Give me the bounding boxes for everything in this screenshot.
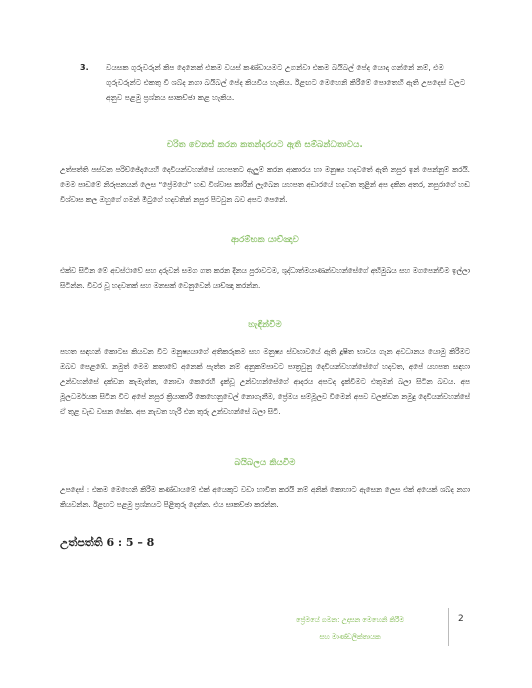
section-body-introduction: පහත සඳහන් කොටස කියවන විට මනුෂ්‍යයාගේ අතිකරුකම සහ මනුෂ්‍ය ස්වභාවයේ ඇති දූෂිත භාවය ගැන අවධානය යොමු කිරීමට ඔබව පෙළඹේ. නමුත් මෙම කතාවේ අනෙක් පැත්ත නම් අනුකම්පාවට පාත්‍රවුනු දෙවියන්වහන්සේගේ හදවත, අපේ යහපත සඳහා උන්වහන්සේ දක්වන කැමැත්ත, නොවා කෙරෙහි දැක්වූ උන්වහන්සේගේ ආදරය අපටද දැක්වීමට එතුමන් බලා සිටින බවය. අප මූලධර්මයක සිටින විට අපේ නපුර ක්‍රියාකාරී කෙහෙනුවෙල් නොගැනීම, ප්‍රේමය සම්මූලව විමෙන් අපව වලක්වන නමුදු දෙවියන්වහන්සේ ඒ තුළ වැඩ වසන සේක. අප නැවත හැරී එන තුරු උන්වහන්සේ බලා සිටී.: [60, 347, 470, 416]
section-body-bible-reading: උපදෙස් : එකම මෙහෙනි කිරීම කණ්ඩායමේ එක් අයෙකුට වඩා හාවිත කරයි නම් අනික් කොහාට ඇසෙන ලෙස එක් අයෙක් ශබ්ද නගා කියවන්න. ඊළඟට පළමු ප්‍රශ්නයට පිළිතුරු දෙන්න. එය සාකච්ඡා කරන්න.: [60, 485, 470, 509]
verse-reference: උත්පත්ති 6 : 5 – 8: [60, 536, 155, 549]
item-text: වයසක ගුරුවරුන් කිප දෙනෙක් එකම වයස් කණ්ඩායමට උගන්වා එකම බයිබල් පේද යොදා ගන්නේ නම්, එම ගුරුවරුන්ට එකතු වී ශබ්ද නගා බයිබල් පේද කියවිය හැකිය. ඊළඟට මෙහෙනි කිරීමේ පොතෙහි ඇති උපදෙස් වලට අනුව පළමු ප්‍රශ්නය සාකච්ඡා කළ හැකිය.: [106, 63, 466, 102]
numbered-item-3: [60, 60, 470, 105]
footer-subtitle: සහ මාණ්ඩලික්තායක: [319, 633, 381, 641]
item-number: 3.: [80, 63, 89, 72]
section-body-connection: උත්පත්ති පස්වන පරිච්ඡේදයෙහි දෙවියන්වහන්සේ යහපතට ඇලුම් කරන ආකාරය හා මනුෂ්‍ය හදවතේ ඇති නපුර ඉන් පෙන්නුම් කරයි. මෙම පාඩමේ නිරූපනයන් ලෙස “ප්‍රේමයේ” හඬ විශ්වාස කාරීන් ලැබෙන යහපත අඩාරයේ හදවත තුළින් අප දකින අතර, නපුරාගේ හඬ විශ්වාස කල ඔහුගේ ගමන් මිටුගේ හදවතින් නපුර පිටවුන බව අපට පෙනේ.: [60, 165, 470, 204]
section-heading-connection: චරිත වෙනස් කරන කතන්දරයට ඇති සම්බන්ධතාවය.: [167, 140, 363, 150]
section-heading-bible-reading: බයිබලය කියවීම: [234, 458, 296, 468]
section-heading-introduction: හැඳින්වීම: [248, 320, 282, 330]
footer-divider: [448, 608, 449, 646]
section-body-prayer: එක්ව සිටින මේ අවස්ථාවේ සහ දරුවන් සමග ගත කරන දිනය පුරාවටම, ශුද්ධාත්මයාණන්වහන්සේගේ අභිමුඛය සහ මගපෙන්වීම ඉල්ලා සිටින්න. විවර වූ හදවතක් සහ මනසක් වෙනුවෙන් යාච්ඤා කරන්න.: [60, 266, 470, 290]
footer-title: ප්‍රේමයේ ගමන: උදාසන මෙහෙනි කිරීම: [296, 616, 404, 624]
page-number: 2: [458, 614, 464, 624]
page-footer: [256, 612, 444, 646]
section-heading-prayer: ආරම්භක යාච්ඤාව: [231, 235, 299, 245]
